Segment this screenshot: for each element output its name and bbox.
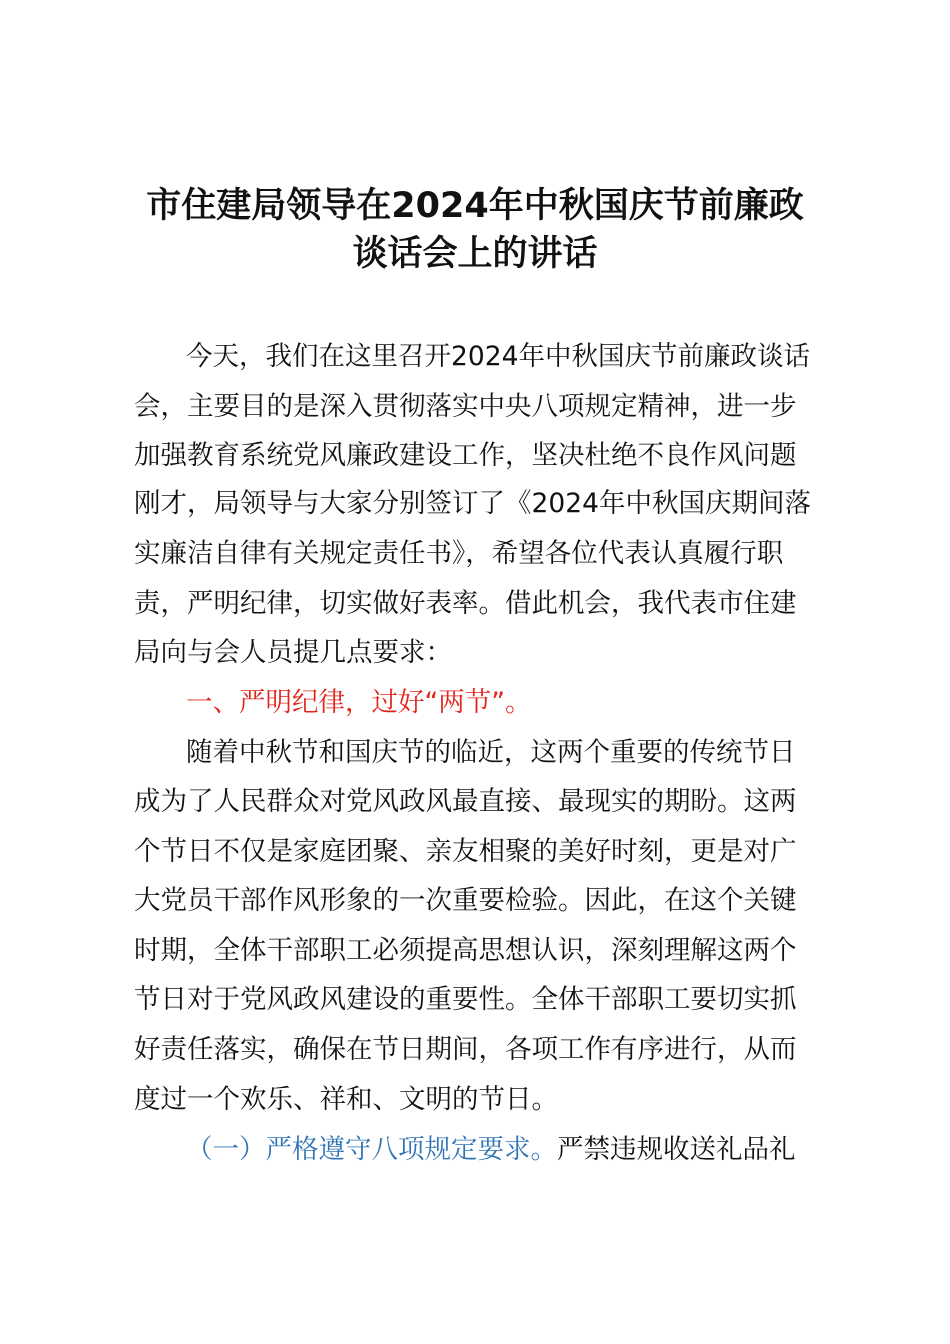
paragraph-1-line-6: 责，严明纪律，切实做好表率。借此机会，我代表市住建	[134, 588, 797, 619]
paragraph-2-line-8: 度过一个欢乐、祥和、文明的节日。	[134, 1084, 558, 1115]
paragraph-1-line-4: 刚才，局领导与大家分别签订了《2024年中秋国庆期间落	[134, 488, 811, 519]
subsection-text-1: 严禁违规收送礼品礼	[557, 1134, 796, 1165]
document-title-line-2: 谈话会上的讲话	[352, 234, 598, 274]
subsection-line-1	[186, 1132, 796, 1168]
paragraph-1-line-7: 局向与会人员提几点要求：	[134, 637, 452, 668]
document-title-line-1: 市住建局领导在2024年中秋国庆节前廉政	[146, 186, 804, 226]
paragraph-2-line-1: 随着中秋节和国庆节的临近，这两个重要的传统节日	[186, 737, 796, 768]
paragraph-2-line-4: 大党员干部作风形象的一次重要检验。因此，在这个关键	[134, 885, 797, 916]
paragraph-2-line-7: 好责任落实，确保在节日期间，各项工作有序进行，从而	[134, 1034, 797, 1065]
paragraph-1-line-3: 加强教育系统党风廉政建设工作，坚决杜绝不良作风问题	[134, 440, 797, 471]
paragraph-2-line-5: 时期，全体干部职工必须提高思想认识，深刻理解这两个	[134, 935, 797, 966]
paragraph-2-line-6: 节日对于党风政风建设的重要性。全体干部职工要切实抓	[134, 984, 797, 1015]
paragraph-1-line-2: 会，主要目的是深入贯彻落实中央八项规定精神，进一步	[134, 391, 797, 422]
subsection-heading-1: （一）严格遵守八项规定要求。	[186, 1134, 557, 1165]
paragraph-2-line-2: 成为了人民群众对党风政风最直接、最现实的期盼。这两	[134, 786, 797, 817]
paragraph-1-line-5: 实廉洁自律有关规定责任书》，希望各位代表认真履行职	[134, 538, 784, 569]
paragraph-2-line-3: 个节日不仅是家庭团聚、亲友相聚的美好时刻，更是对广	[134, 836, 797, 867]
section-heading-1: 一、严明纪律，过好“两节”。	[186, 687, 532, 718]
paragraph-1-line-1: 今天，我们在这里召开2024年中秋国庆节前廉政谈话	[186, 341, 810, 372]
